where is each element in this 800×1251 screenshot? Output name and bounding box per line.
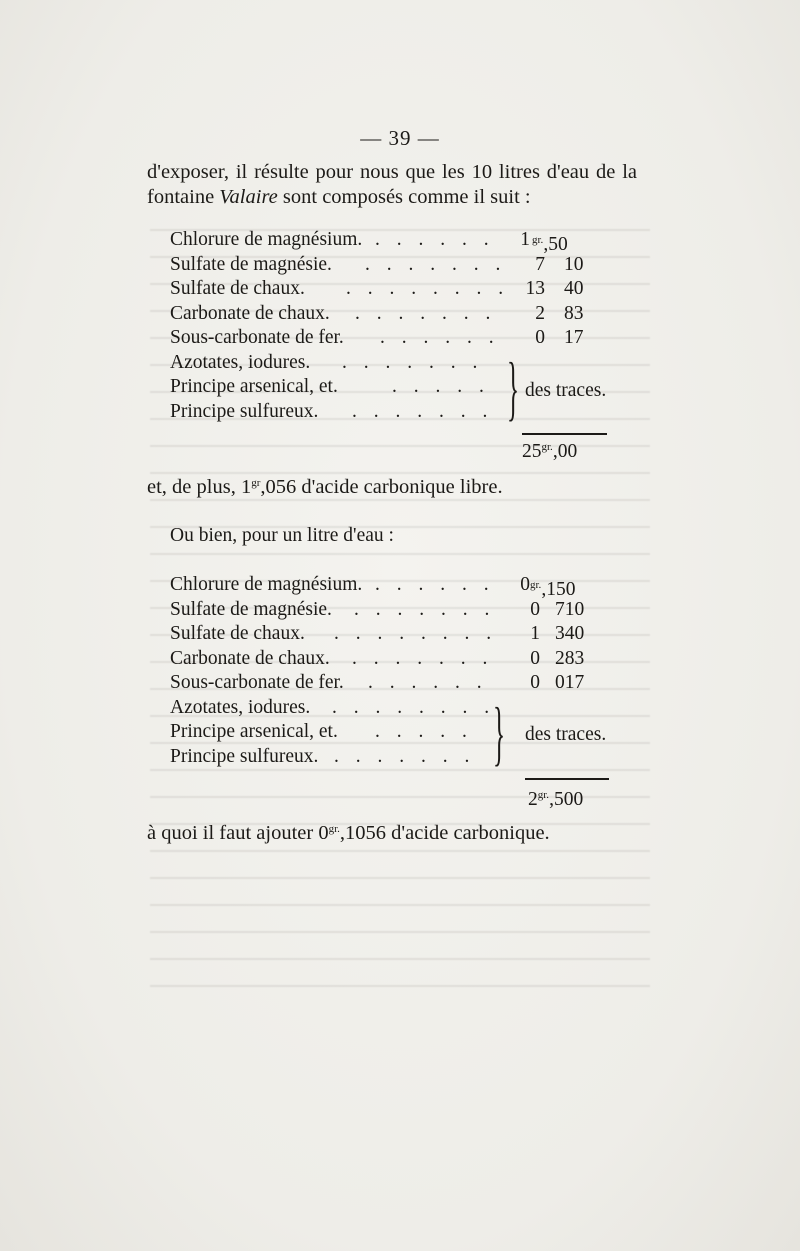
page-number: — 39 — (360, 126, 440, 150)
table-row: Sous-carbonate de fer. . . . . . . 0 17 (170, 327, 584, 348)
table-row: Principe arsenical, et. . . . . . (170, 721, 473, 742)
table-row: Principe sulfureux. . . . . . . . (170, 745, 476, 767)
table-row: Carbonate de chaux. . . . . . . . 2 83 (170, 302, 584, 324)
total-10-litres: $25^{gr.},00$ (522, 441, 578, 462)
table-row: Chlorure de magnésium. . . . . . . 1 $^{gr.}$,50 (170, 229, 568, 255)
intro-paragraph (147, 160, 637, 210)
table-row: Carbonate de chaux. . . . . . . . 0 283 (170, 647, 585, 669)
table-row: Sulfate de magnésie. . . . . . . . 7 10 (170, 253, 584, 275)
table-row: Sous-carbonate de fer. . . . . . . 0 017 (170, 672, 585, 693)
carbonic-acid-addition: à quoi il faut ajouter $0^{gr.},1056$ d'acide carbonique. (147, 822, 550, 844)
table-row: Principe sulfureux. . . . . . . . (170, 400, 494, 422)
brace: } (507, 348, 520, 428)
table-row: Sulfate de magnésie. . . . . . . . 0 710 (170, 598, 585, 620)
total-1-litre: $2^{gr.},500$ (528, 789, 584, 810)
table-row: Sulfate de chaux. . . . . . . . . 1 340 (170, 623, 585, 644)
brace: } (493, 693, 506, 773)
intro-line-2: fontaine Valaire sont composés comme il suit : (147, 186, 531, 208)
table-row: Sulfate de chaux. . . . . . . . . 13 40 (170, 278, 584, 299)
fountain-name: Valaire (219, 186, 278, 208)
traces-label: des traces. (525, 724, 607, 745)
traces-label: des traces. (525, 380, 607, 401)
sum-rule (522, 433, 607, 435)
per-litre-intro: Ou bien, pour un litre d'eau : (170, 525, 394, 546)
carbonic-acid-note: et, de plus, $1^{gr},056$ d'acide carbonique libre. (147, 476, 503, 498)
table-row: Azotates, iodures. . . . . . . . (170, 351, 484, 373)
intro-line-1: d'exposer, il résulte pour nous que les 10 litres d'eau de la (147, 161, 637, 183)
table-row: Principe arsenical, et. . . . . . (170, 376, 490, 397)
table-row: Chlorure de magnésium. . . . . . . 0 $^{gr.}$,150 (170, 574, 576, 600)
table-row: Azotates, iodures. . . . . . . . . (170, 696, 496, 718)
sum-rule (525, 778, 609, 780)
